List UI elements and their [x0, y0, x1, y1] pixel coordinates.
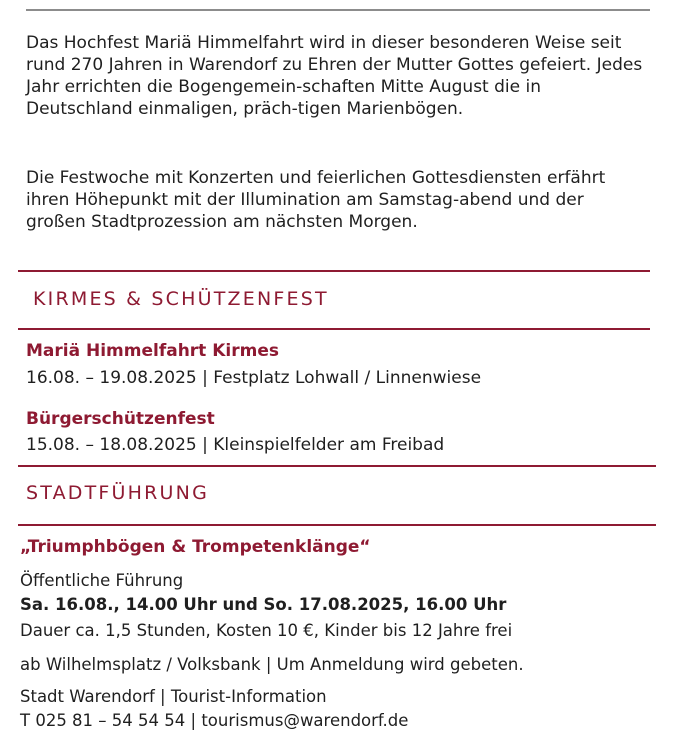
- kirmes-heading: KIRMES & SCHÜTZENFEST: [33, 288, 329, 310]
- kirmes-top-divider: [18, 270, 650, 272]
- event-title-schuetzenfest: Bürgerschützenfest: [26, 409, 215, 429]
- email-link[interactable]: tourismus@warendorf.de: [201, 711, 409, 730]
- top-divider: [26, 9, 650, 11]
- tour-dates: Sa. 16.08., 14.00 Uhr und So. 17.08.2025, 16.00 Uhr: [20, 595, 507, 614]
- event-title-kirmes: Mariä Himmelfahrt Kirmes: [26, 341, 279, 361]
- tour-contact: [20, 710, 408, 732]
- tour-organizer: Stadt Warendorf | Tourist-Information: [20, 687, 327, 706]
- intro-paragraph-2: Die Festwoche mit Konzerten und feierlichen Gottesdiensten erfährt ihren Höhepunkt mit der Illumination am Samstag-abend und der großen Stadtprozession am nächsten Morgen.: [26, 168, 606, 232]
- event-detail-kirmes: 16.08. – 19.08.2025 | Festplatz Lohwall / Linnenwiese: [26, 368, 482, 388]
- kirmes-bottom-divider: [18, 328, 650, 330]
- tour-heading: STADTFÜHRUNG: [26, 482, 209, 504]
- event-detail-schuetzenfest: 15.08. – 18.08.2025 | Kleinspielfelder am Freibad: [26, 435, 445, 455]
- tour-top-divider: [18, 465, 656, 467]
- intro-paragraph-1: Das Hochfest Mariä Himmelfahrt wird in dieser besonderen Weise seit rund 270 Jahren in Warendorf zu Ehren der Mutter Gottes gefeiert. Jedes Jahr errichten die Bogengemein-schaften Mitte August die in Deutschland einmaligen, präch-tigen Marienbögen.: [26, 33, 643, 119]
- tour-type: Öffentliche Führung: [20, 571, 184, 590]
- tour-meeting-point: ab Wilhelmsplatz / Volksbank | Um Anmeldung wird gebeten.: [20, 655, 524, 674]
- phone-number: T 025 81 – 54 54 54 |: [20, 711, 202, 730]
- tour-title: „Triumphbögen & Trompetenklänge“: [20, 537, 371, 557]
- tour-duration-cost: Dauer ca. 1,5 Stunden, Kosten 10 €, Kinder bis 12 Jahre frei: [20, 621, 513, 640]
- tour-bottom-divider: [18, 524, 656, 526]
